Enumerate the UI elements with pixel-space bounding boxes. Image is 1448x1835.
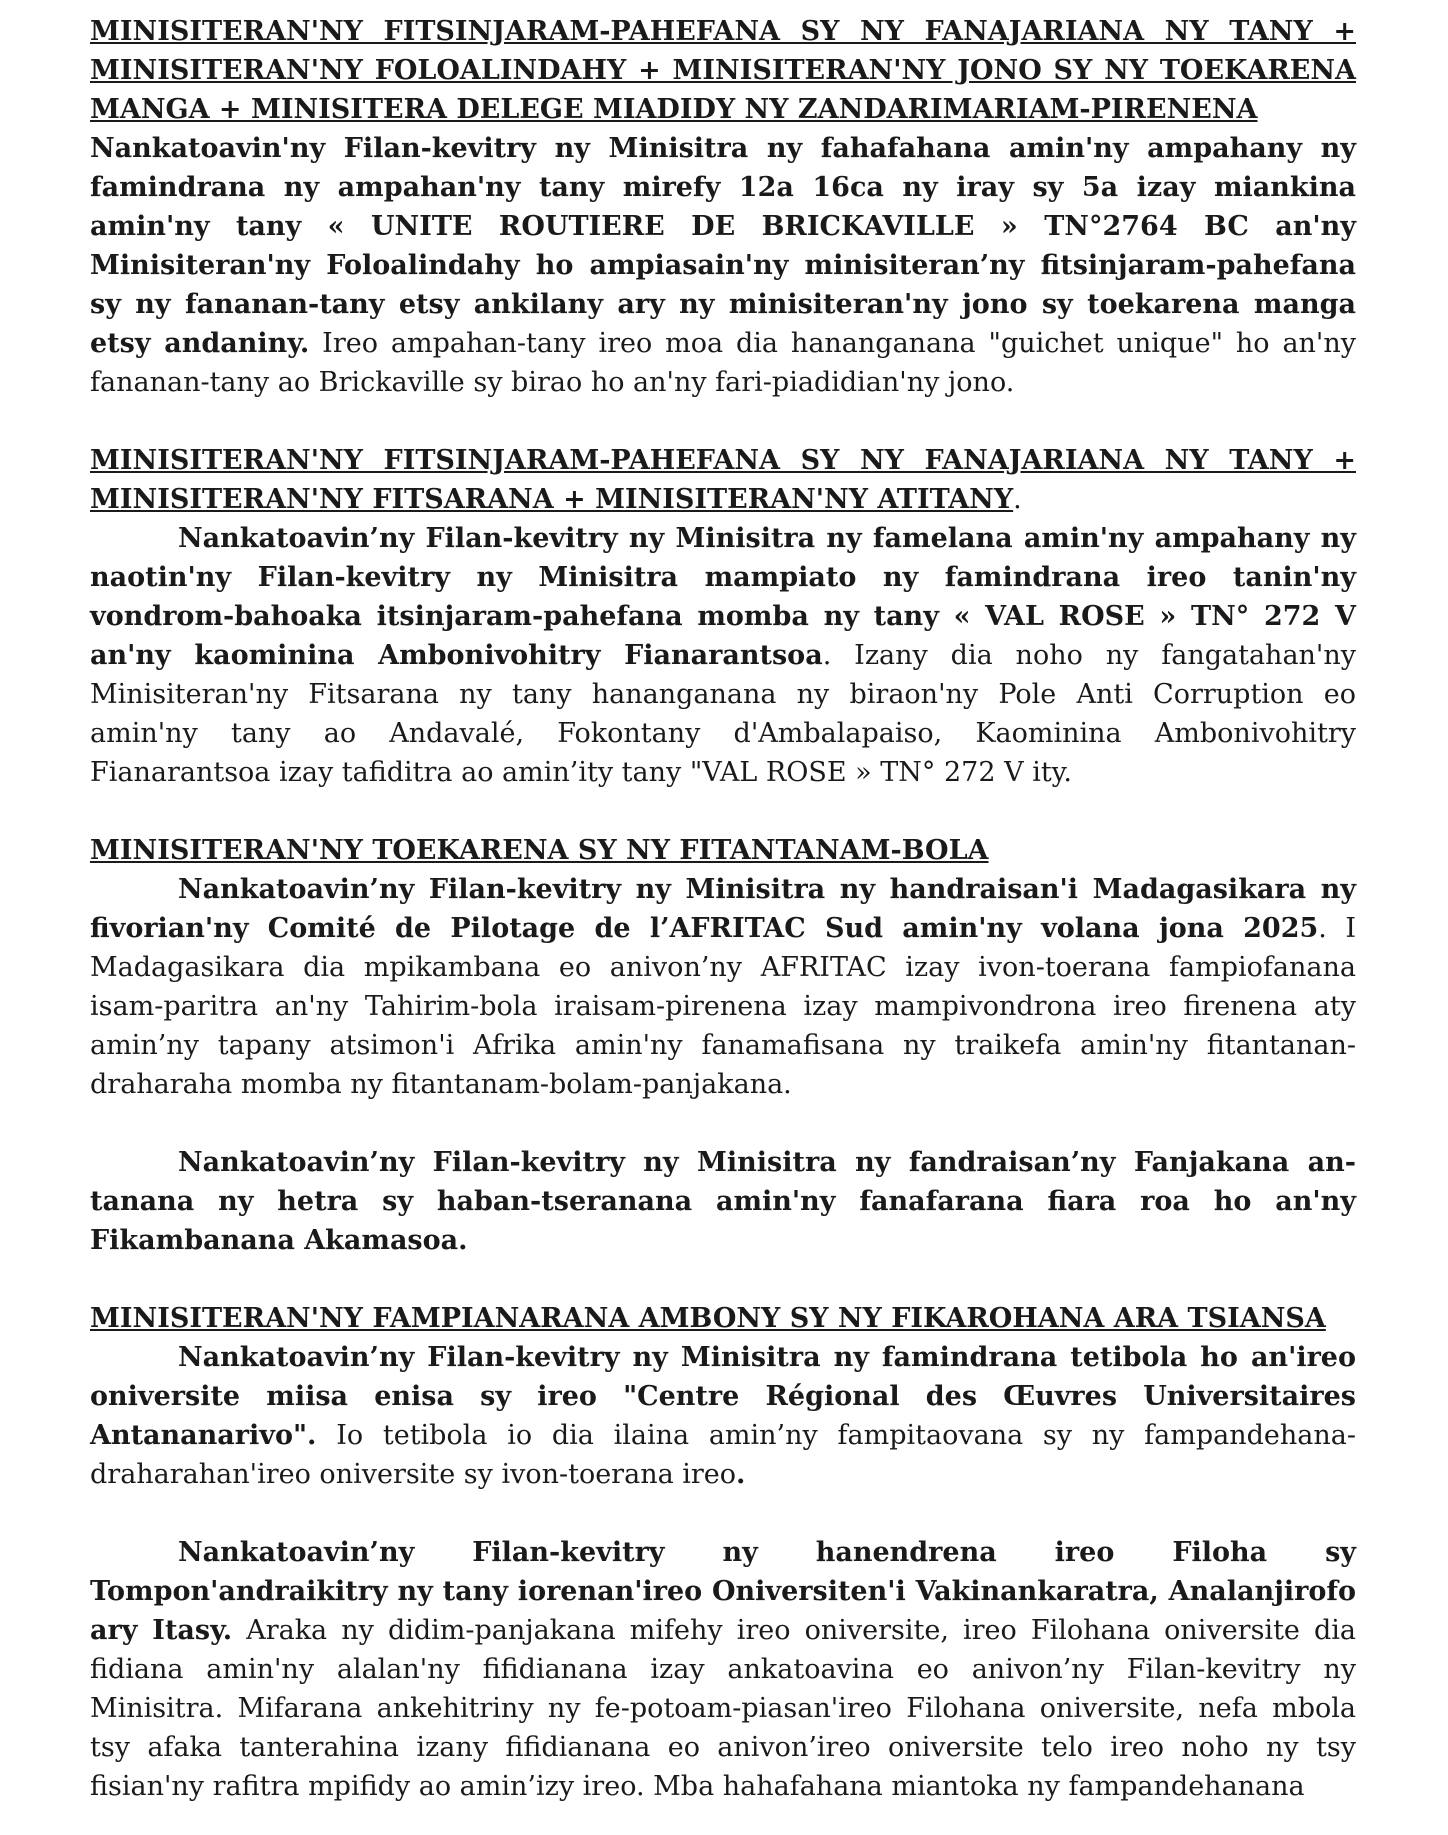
section-heading (90, 441, 1356, 519)
section-heading: MINISITERAN'NY TOEKARENA SY NY FITANTANAM-BOLA (90, 835, 989, 866)
section-paragraph (90, 129, 1356, 402)
section-economy-finance (90, 831, 1356, 1260)
paragraph-gap (90, 1104, 1356, 1143)
paragraph-text: Io tetibola io dia ilaina amin’ny fampitaovana sy ny fampandehana-draharahan'ireo oniversite sy ivon-toerana ireo (90, 1420, 1356, 1490)
paragraph-gap (90, 1494, 1356, 1533)
paragraph-bold-text: Nankatoavin’ny Filan-kevitry ny hanendrena ireo Filoha sy Tompon'andraikitry ny tany iorenan'ireo Oniversiten'i Vakinankaratra, Analanjirofo ary Itasy. (90, 1537, 1356, 1646)
section-paragraph (90, 519, 1356, 792)
paragraph-bold-text: Nankatoavin’ny Filan-kevitry ny Minisitra ny famindrana tetibola ho an'ireo oniversite miisa enisa sy ireo "Centre Régional des Œuvres Universitaires Antananarivo". (90, 1342, 1356, 1451)
section-land-defense-fishing (90, 12, 1356, 402)
section-heading-text: MINISITERAN'NY FITSINJARAM-PAHEFANA SY NY FANAJARIANA NY TANY + MINISITERAN'NY FITSARANA + MINISITERAN'NY ATITANY (90, 445, 1356, 515)
paragraph-text: Ireo ampahan-tany ireo moa dia hananganana "guichet unique" ho an'ny fananan-tany ao Brickaville sy birao ho an'ny fari-piadidian'ny jono. (90, 328, 1357, 398)
section-paragraph (90, 1533, 1356, 1806)
section-heading: MINISITERAN'NY FAMPIANARANA AMBONY SY NY FIKAROHANA ARA TSIANSA (90, 1303, 1326, 1334)
paragraph-bold-text: Nankatoavin'ny Filan-kevitry ny Minisitra ny fahafahana amin'ny ampahany ny famindrana ny ampahan'ny tany mirefy 12a 16ca ny iray sy 5a izay miankina amin'ny tany « UNITE ROUTIERE DE BRICKAVILLE » TN°2764 BC an'ny Minisiteran'ny Foloalindahy ho ampiasain'ny minisiteran’ny fitsinjaram-pahefana sy ny fananan-tany etsy ankilany ary ny minisiteran'ny jono sy toekarena manga etsy andaniny. (90, 133, 1356, 359)
paragraph-bold-text: Nankatoavin’ny Filan-kevitry ny Minisitra ny handraisan'i Madagasikara ny fivorian'ny Comité de Pilotage de l’AFRITAC Sud amin'ny volana jona 2025 (90, 874, 1356, 944)
paragraph-bold-text: Nankatoavin’ny Filan-kevitry ny Minisitra ny famelana amin'ny ampahany ny naotin'ny Filan-kevitry ny Minisitra mampiato ny famindrana ireo tanin'ny vondrom-bahoaka itsinjaram-pahefana momba ny tany « VAL ROSE » TN° 272 V an'ny kaominina Ambonivohitry Fianarantsoa (90, 523, 1356, 671)
section-paragraph-bold: Nankatoavin’ny Filan-kevitry ny Minisitra ny fandraisan’ny Fanjakana an-tanana ny hetra sy haban-tseranana amin'ny fanafarana fiara roa ho an'ny Fikambanana Akamasoa. (90, 1147, 1356, 1256)
section-land-justice-interior (90, 441, 1356, 792)
paragraph-text: Araka ny didim-panjakana mifehy ireo oniversite, ireo Filohana oniversite dia fidiana amin'ny alalan'ny fifidianana izay ankatoavina eo anivon’ny Filan-kevitry ny Minisitra. Mifarana ankehitriny ny fe-potoam-piasan'ireo Filohana oniversite, nefa mbola tsy afaka tanterahina izany fifidianana eo anivon’ireo oniversite telo ireo noho ny tsy fisian'ny rafitra mpifidy ao amin’izy ireo. Mba hahafahana miantoka ny fampandehanana (90, 1615, 1356, 1802)
paragraph-text: . Izany dia noho ny fangatahan'ny Minisiteran'ny Fitsarana ny tany hananganana ny biraon'ny Pole Anti Corruption eo amin'ny tany ao Andavalé, Fokontany d'Ambalapaiso, Kaominina Ambonivohitry Fianarantsoa izay tafiditra ao amin’ity tany "VAL ROSE » TN° 272 V ity. (90, 640, 1356, 788)
section-paragraph (90, 870, 1356, 1104)
section-higher-education (90, 1299, 1356, 1806)
section-paragraph (90, 1338, 1356, 1494)
section-heading: MINISITERAN'NY FITSINJARAM-PAHEFANA SY NY FANAJARIANA NY TANY + MINISITERAN'NY FOLOALINDAHY + MINISITERAN'NY JONO SY NY TOEKARENA MANGA + MINISITERA DELEGE MIADIDY NY ZANDARIMARIAM-PIRENENA (90, 16, 1356, 125)
section-heading-suffix: . (1013, 484, 1022, 515)
paragraph-text: . I Madagasikara dia mpikambana eo anivon’ny AFRITAC izay ivon-toerana fampiofanana isam-paritra an'ny Tahirim-bola iraisam-pirenena izay mampivondrona ireo firenena aty amin’ny tapany atsimon'i Afrika amin'ny fanamafisana ny traikefa amin'ny fitantanan-draharaha momba ny fitantanam-bolam-panjakana. (90, 913, 1356, 1100)
paragraph-end-punct: . (736, 1459, 746, 1490)
